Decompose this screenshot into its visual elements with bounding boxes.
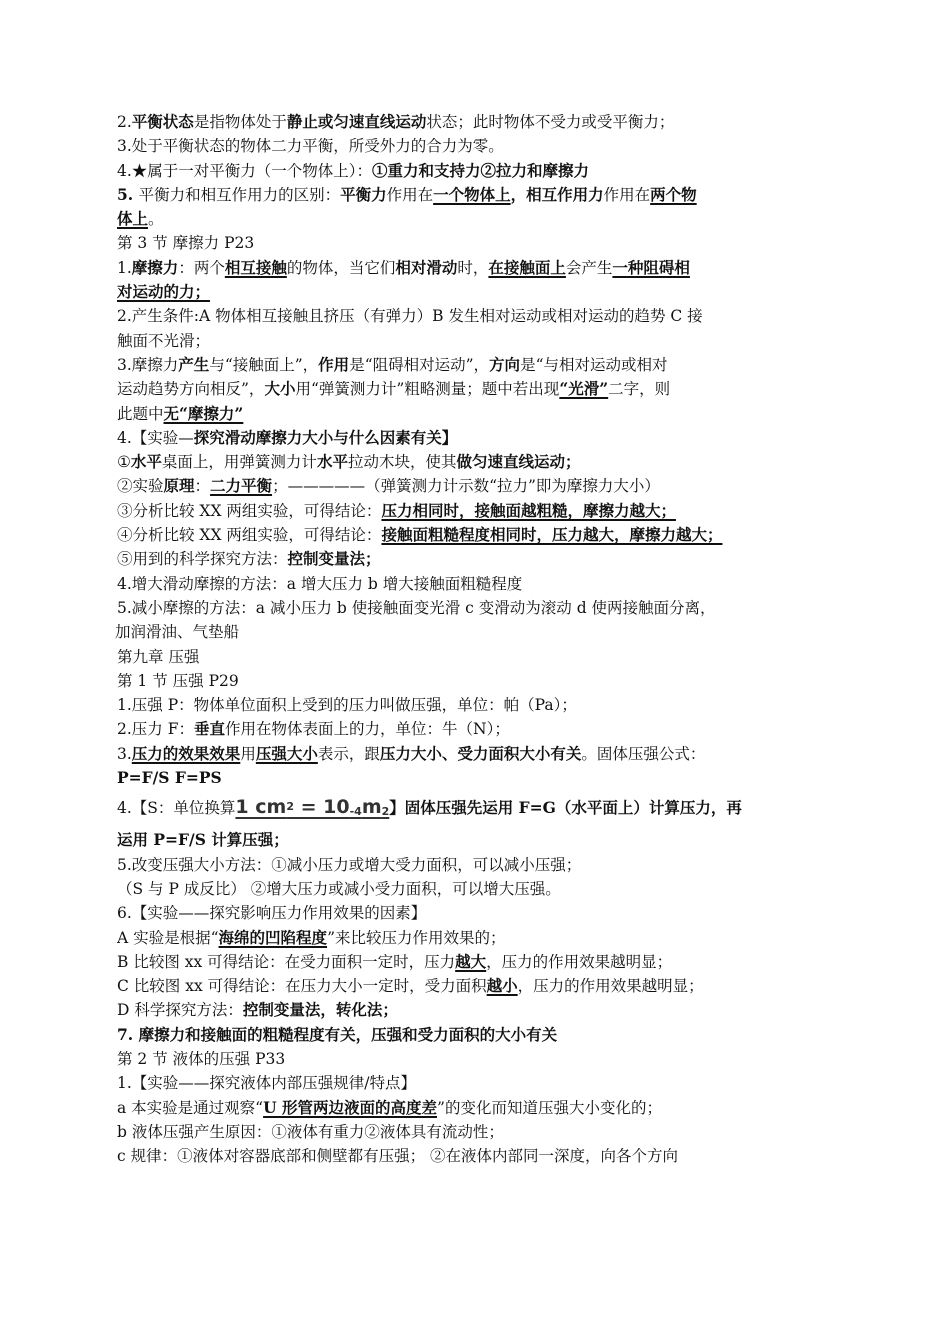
text-line [117,426,837,450]
text-span: 两个物 [650,184,697,204]
text-line [117,304,837,328]
text-line [117,353,837,377]
text-span: ”来比较压力作用效果的； [327,928,506,947]
text-span: 运动趋势方向相反”， [117,380,265,399]
text-span: 水平 [130,452,162,472]
text-span: 相对滑动 [395,257,458,277]
text-span: 静止或匀速直线运动 [286,112,427,131]
document-body [117,110,837,1168]
text-span: 4.【S：单位换算 [117,799,236,818]
text-span: 用 [240,744,256,763]
text-span: 在接触面上 [488,257,566,277]
text-span: 一种阻碍相 [612,257,690,277]
text-line [117,669,837,693]
text-span: 接触面粗糙程度相同时，压力越大，摩擦力越大； [381,525,723,545]
text-span: ： [194,477,211,496]
text-span: = $10_{-4}$ [293,796,362,819]
text-line [117,1120,837,1144]
text-span: ，相互作用力 [510,184,604,204]
text-span: 2.产生条件:A 物体相互接触且挤压（有弹力）B 发生相对运动或相对运动的趋势 C 接 [117,307,703,326]
text-span: 4.增大滑动摩擦的方法：a 增大压力 b 增大接触面粗糙程度 [117,574,523,593]
text-span: 2. [117,113,132,131]
text-line [117,523,837,547]
text-span: 5. [117,184,139,204]
text-span: 用“弹簧测力计”粗略测量；题中若出现 [295,380,560,399]
text-span: 桌面上，用弹簧测力计 [161,453,317,472]
text-span: 1. [117,258,132,277]
text-span: 。 [148,210,164,229]
text-span: 。固体压强公式： [581,744,706,763]
text-span: 的物体，当它们 [286,258,396,277]
text-line [117,828,837,852]
text-span: 水平 [316,452,348,472]
text-span: 压力的效果效果 [131,743,241,763]
text-span: 是指物体处于 [193,113,287,131]
text-line [117,1047,837,1071]
text-line [117,901,837,925]
text-span: 平衡力和相互作用力的区别： [138,185,341,204]
text-line [117,950,837,974]
text-span: 作用在 [603,185,651,204]
text-span: ，压力的作用效果越明显； [486,952,673,971]
text-span: 二字，则 [608,380,671,399]
text-span: ②实验 [117,477,164,496]
text-line [117,1096,837,1120]
text-line [117,790,837,824]
text-span: 压力相同时，接触面越粗糙，摩擦力越大； [381,500,676,520]
text-span: 海绵的凹陷程度 [218,927,328,947]
text-span: 平衡状态 [131,112,194,131]
text-span: 4.【实验— [117,428,194,447]
text-line [117,645,837,669]
text-span: ①重力和支持力②拉力和摩擦力 [372,160,590,180]
text-span: 平衡力 [340,184,387,204]
text-span: 6.【实验——探究影响压力作用效果的因素】 [117,904,427,923]
text-line [117,256,837,280]
text-span: 无“摩擦力” [163,403,244,423]
text-span: a 本实验是通过观察“ [117,1098,264,1117]
text-span: 3. [117,744,132,763]
text-span: 】固体压强先运用 F=G（水平面上）计算压力，再 [389,798,742,818]
text-span: ”的变化而知道压强大小变化的； [437,1098,662,1117]
text-span: P=F/S F=PS [117,768,222,788]
text-span: 越大 [455,951,487,971]
text-line [117,1144,837,1168]
text-line [117,596,837,620]
text-span: A 实验是根据“ [117,928,219,947]
text-span: 作用 [318,354,350,374]
text-span: 控制变量法，转化法； [242,1000,398,1020]
text-span: ；—————（弹簧测力计示数“拉力”即为摩擦力大小） [272,477,660,496]
text-span: 时， [457,258,489,277]
text-span: 二力平衡 [210,476,273,496]
text-span: 体上 [117,209,149,229]
text-line [117,110,837,134]
text-line [117,402,837,426]
text-line [117,499,837,523]
text-span: 状态；此时物体不受力或受平衡力； [426,113,675,131]
text-span: 是“与相对运动或相对 [520,355,668,374]
text-span: 第 2 节 液体的压强 P33 [117,1049,286,1068]
text-span: c 规律：①液体对容器底部和侧壁都有压强； ②在液体内部同一深度，向各个方向 [117,1147,679,1166]
text-span: ③分析比较 XX 两组实验，可得结论： [117,501,382,520]
text-span: 第 1 节 压强 P29 [117,671,239,690]
text-span: 3.摩擦力 [117,355,179,374]
text-span: ① [117,453,131,472]
text-line [117,134,837,158]
text-span: C 比较图 xx 可得结论：在压力大小一定时，受力面积 [117,977,487,996]
text-span: 2.压力 F： [117,720,194,739]
text-line [117,926,837,950]
text-line [117,742,837,766]
text-line [117,974,837,998]
text-span: 触面不光滑； [117,331,211,350]
text-line [117,766,837,790]
text-span: 做匀速直线运动； [456,452,581,472]
text-line [117,547,837,571]
text-line [117,1071,837,1095]
text-span: D 科学探究方法： [117,1001,243,1020]
text-span: 1.压强 P：物体单位面积上受到的压力叫做压强，单位：帕（Pa）； [117,696,577,715]
text-line [117,183,837,207]
text-line [117,329,837,353]
text-span: 第 3 节 摩擦力 P23 [117,234,255,253]
text-span: 3.处于平衡状态的物体二力平衡，所受外力的合力为零。 [117,137,504,156]
text-span: 垂直 [193,719,225,739]
text-line [117,853,837,877]
text-span: 对运动的力； [117,282,211,302]
text-span: 作用在 [386,185,434,204]
text-span: b 液体压强产生原因：①液体有重力②液体具有流动性； [117,1122,504,1141]
text-span: 5.改变压强大小方法：①减小压力或增大受力面积，可以减小压强； [117,855,582,874]
text-span: “光滑” [559,379,609,399]
text-line [117,717,837,741]
text-line [117,998,837,1022]
text-line [117,693,837,717]
text-span: ：两个 [178,258,225,277]
text-span: B 比较图 xx 可得结论：在受力面积一定时，压力 [117,952,456,971]
text-span: 产生 [178,354,210,374]
text-span: 加润滑油、气垫船 [115,623,240,642]
text-line [115,620,837,644]
text-span: 与“接触面上”， [209,355,319,374]
text-line [117,207,837,231]
text-line [117,231,837,255]
text-span: 5.减小摩擦的方法：a 减小压力 b 使接触面变光滑 c 变滑动为滚动 d 使两接触面分离， [117,598,716,617]
text-span: 大小 [264,379,296,399]
text-span: $m_2$ [361,796,390,819]
text-span: 会产生 [565,258,613,277]
text-span: 运用 P=F/S 计算压强； [117,830,289,850]
text-span: 摩擦力 [131,257,179,277]
text-span: 探究滑动摩擦力大小与什么因素有关】 [193,427,458,447]
text-span: 2 [381,805,390,819]
text-span: ⑤用到的科学探究方法： [117,550,288,569]
text-span: 此题中 [117,404,164,423]
text-span: 方向 [489,354,521,374]
text-line [117,1023,837,1047]
text-span: 一个物体上 [433,184,511,204]
text-span: 控制变量法； [287,549,381,569]
text-line [117,450,837,474]
text-span: 拉动木块，使其 [347,453,457,472]
text-span: 压力大小、受力面积大小有关 [379,743,582,763]
text-span: 是“阻碍相对运动”， [349,355,490,374]
text-line [117,877,837,901]
text-span: 第九章 压强 [117,647,200,666]
text-line [117,280,837,304]
text-span: U 形管两边液面的高度差 [263,1097,438,1117]
text-span: 压强大小 [255,743,318,763]
text-span: （S 与 P 成反比） ②增大压力或减小受力面积，可以增大压强。 [117,879,561,898]
text-line [117,572,837,596]
text-span: 原理 [163,476,195,496]
text-span: 1 $cm^2$ [235,796,294,819]
text-span: 作用在物体表面上的力，单位：牛（N）； [225,720,510,739]
text-line [117,159,837,183]
text-span: ，压力的作用效果越明显； [517,977,704,996]
text-span: 越小 [486,976,518,996]
text-span: 2 [286,800,294,814]
text-span: 1.【实验——探究液体内部压强规律/特点】 [117,1074,417,1093]
text-span: 表示，跟 [317,744,380,763]
text-line [117,377,837,401]
text-span: 相互接触 [224,257,287,277]
text-line [117,474,837,498]
text-span: ④分析比较 XX 两组实验，可得结论： [117,526,382,545]
text-span: 7. 摩擦力和接触面的粗糙程度有关，压强和受力面积的大小有关 [117,1024,558,1044]
text-span: 4.★属于一对平衡力（一个物体上）： [117,161,373,180]
text-span: -4 [349,805,362,819]
